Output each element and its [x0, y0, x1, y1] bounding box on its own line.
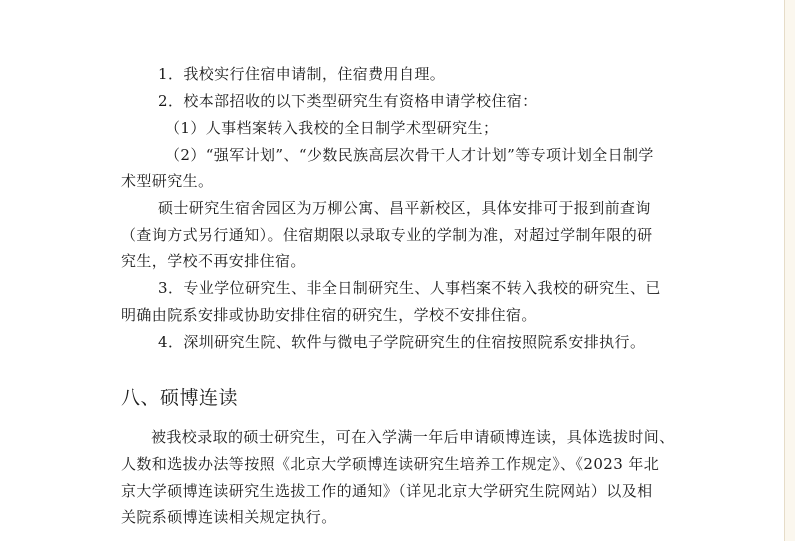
section-heading: 八、硕博连读: [121, 387, 239, 409]
dorm-paragraph-line-3: 究生，学校不再安排住宿。: [121, 252, 306, 270]
rule-item-3-cont: 明确由院系安排或协助安排住宿的研究生，学校不安排住宿。: [121, 306, 537, 324]
dorm-paragraph-line-1: 硕士研究生宿舍园区为万柳公寓、昌平新校区，具体安排可于报到前查询: [158, 199, 651, 217]
page-margin: [785, 0, 795, 541]
rule-item-1: 1．我校实行住宿申请制，住宿费用自理。: [158, 65, 446, 83]
dorm-paragraph-line-2: （查询方式另行通知）。住宿期限以录取专业的学制为准，对超过学制年限的研: [121, 226, 653, 244]
rule-item-2: 2．校本部招收的以下类型研究生有资格申请学校住宿：: [158, 92, 538, 110]
page-border: [784, 0, 785, 541]
section-paragraph-line-3: 京大学硕博连读研究生选拔工作的通知》（详见北京大学研究生院网站）以及相: [121, 482, 653, 500]
rule-subitem-2-cont: 术型研究生。: [121, 172, 214, 190]
section-paragraph-line-4: 关院系硕博连读相关规定执行。: [121, 508, 337, 526]
section-paragraph-line-2: 人数和选拔办法等按照《北京大学硕博连读研究生培养工作规定》、《2023 年北: [121, 455, 660, 473]
rule-subitem-1: （1）人事档案转入我校的全日制学术型研究生；: [165, 119, 499, 137]
rule-item-3: 3．专业学位研究生、非全日制研究生、人事档案不转入我校的研究生、已: [158, 279, 661, 297]
rule-item-4: 4．深圳研究生院、软件与微电子学院研究生的住宿按照院系安排执行。: [158, 333, 646, 351]
rule-subitem-2: （2）“强军计划”、“少数民族高层次骨干人才计划”等专项计划全日制学: [165, 146, 654, 164]
section-paragraph-line-1: 被我校录取的硕士研究生，可在入学满一年后申请硕博连读，具体选拔时间、: [151, 428, 675, 446]
